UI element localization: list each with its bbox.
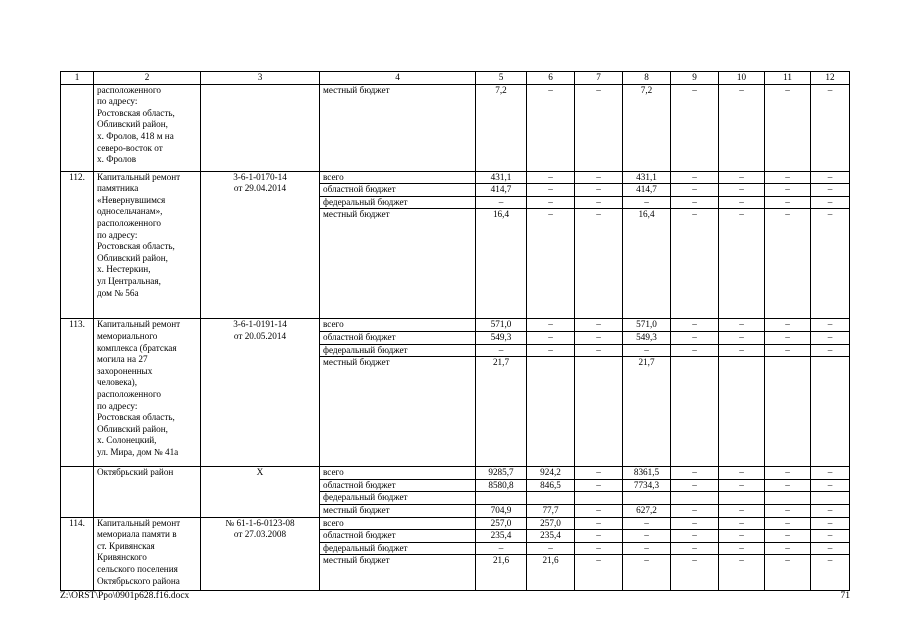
amount-cell: – (719, 331, 765, 344)
funding-source: областной бюджет (320, 184, 476, 197)
amount-cell: 571,0 (476, 319, 527, 332)
amount-cell: – (527, 209, 575, 319)
amount-cell: – (719, 517, 765, 530)
amount-cell: – (575, 530, 623, 543)
amount-cell: – (811, 331, 850, 344)
funding-source: местный бюджет (320, 504, 476, 517)
table-body (61, 72, 850, 591)
amount-cell: 16,4 (476, 209, 527, 319)
column-number-8: 8 (623, 72, 671, 85)
amount-cell (575, 357, 623, 467)
amount-cell: – (575, 196, 623, 209)
amount-cell: – (765, 319, 811, 332)
amount-cell: 21,7 (476, 357, 527, 467)
object-name: расположенного по адресу: Ростовская область, Обливский район, х. Фролов, 418 м на северо-восток от х. Фролов (94, 84, 201, 171)
amount-cell: – (671, 517, 719, 530)
object-name: Капитальный ремонт памятника «Невернувшимся односельчанам», расположенного по адресу: Ростовская область, Обливский район, х. Нестеркин, ул Центральная, дом № 56а (94, 171, 201, 319)
amount-cell: – (527, 319, 575, 332)
amount-cell: 257,0 (527, 517, 575, 530)
amount-cell: – (671, 467, 719, 480)
amount-cell: – (719, 467, 765, 480)
budget-table (60, 71, 850, 591)
file-path: Z:\ORST\Ppo\0901p628.f16.docx (60, 591, 190, 601)
amount-cell: – (765, 479, 811, 492)
amount-cell: – (811, 504, 850, 517)
column-number-6: 6 (527, 72, 575, 85)
funding-source: федеральный бюджет (320, 196, 476, 209)
amount-cell: 846,5 (527, 479, 575, 492)
entry-number: 113. (61, 319, 94, 467)
column-number-1: 1 (61, 72, 94, 85)
object-name: Октябрьский район (94, 467, 201, 517)
amount-cell: 257,0 (476, 517, 527, 530)
amount-cell: – (671, 504, 719, 517)
amount-cell: – (527, 542, 575, 555)
entry-number (61, 467, 94, 517)
amount-cell: – (719, 184, 765, 197)
amount-cell: – (719, 344, 765, 357)
amount-cell: – (527, 331, 575, 344)
amount-cell (527, 357, 575, 467)
amount-cell: – (671, 196, 719, 209)
document-reference (201, 84, 320, 171)
entry-number: 112. (61, 171, 94, 319)
amount-cell: – (811, 184, 850, 197)
amount-cell: – (765, 184, 811, 197)
object-name: Капитальный ремонт мемориального комплекса (братская могила на 27 захороненных человека), расположенного по адресу: Ростовская область, Обливский район, х. Солонецкий, ул. Мира, дом № 41а (94, 319, 201, 467)
amount-cell: – (527, 184, 575, 197)
document-reference: № 61-1-6-0123-08 от 27.03.2008 (201, 517, 320, 591)
amount-cell: – (719, 555, 765, 591)
amount-cell: – (575, 542, 623, 555)
amount-cell: – (765, 84, 811, 171)
document-reference: 3-6-1-0170-14 от 29.04.2014 (201, 171, 320, 319)
amount-cell: 414,7 (476, 184, 527, 197)
funding-source: областной бюджет (320, 331, 476, 344)
amount-cell: – (811, 84, 850, 171)
amount-cell: 7,2 (623, 84, 671, 171)
amount-cell: 627,2 (623, 504, 671, 517)
amount-cell: – (623, 530, 671, 543)
amount-cell: – (476, 196, 527, 209)
funding-source: местный бюджет (320, 209, 476, 319)
amount-cell: 9285,7 (476, 467, 527, 480)
amount-cell: 7,2 (476, 84, 527, 171)
document-reference: X (201, 467, 320, 517)
funding-source: федеральный бюджет (320, 344, 476, 357)
amount-cell (671, 357, 719, 467)
amount-cell: 77,7 (527, 504, 575, 517)
amount-cell: 16,4 (623, 209, 671, 319)
amount-cell: – (671, 184, 719, 197)
amount-cell: – (476, 542, 527, 555)
amount-cell: – (623, 517, 671, 530)
amount-cell: – (765, 171, 811, 184)
amount-cell: 924,2 (527, 467, 575, 480)
funding-source: местный бюджет (320, 84, 476, 171)
amount-cell: – (811, 467, 850, 480)
document-reference: 3-6-1-0191-14 от 20.05.2014 (201, 319, 320, 467)
amount-cell: – (811, 555, 850, 591)
amount-cell: – (671, 530, 719, 543)
amount-cell: – (811, 171, 850, 184)
amount-cell: – (575, 504, 623, 517)
amount-cell: 431,1 (623, 171, 671, 184)
amount-cell (476, 492, 527, 505)
amount-cell: – (671, 479, 719, 492)
amount-cell: 549,3 (476, 331, 527, 344)
table-row (61, 319, 850, 332)
amount-cell: – (671, 542, 719, 555)
amount-cell (811, 492, 850, 505)
amount-cell (765, 492, 811, 505)
amount-cell: – (811, 319, 850, 332)
amount-cell (671, 492, 719, 505)
amount-cell (527, 492, 575, 505)
amount-cell (575, 492, 623, 505)
amount-cell: – (575, 517, 623, 530)
entry-number: 114. (61, 517, 94, 591)
document-page (60, 71, 849, 591)
amount-cell: 431,1 (476, 171, 527, 184)
amount-cell: – (527, 171, 575, 184)
column-number-5: 5 (476, 72, 527, 85)
amount-cell: – (765, 467, 811, 480)
object-name: Капитальный ремонт мемориала памяти в ст. Кривянская Кривянского сельского поселения Октябрьского района (94, 517, 201, 591)
amount-cell: – (527, 196, 575, 209)
amount-cell (719, 357, 765, 467)
amount-cell (765, 357, 811, 467)
amount-cell: – (765, 331, 811, 344)
amount-cell: – (671, 171, 719, 184)
column-number-9: 9 (671, 72, 719, 85)
amount-cell: – (623, 542, 671, 555)
amount-cell: – (765, 542, 811, 555)
amount-cell: – (765, 344, 811, 357)
table-row (61, 517, 850, 530)
amount-cell: – (671, 319, 719, 332)
amount-cell: – (575, 555, 623, 591)
amount-cell: – (765, 517, 811, 530)
amount-cell: – (719, 504, 765, 517)
amount-cell: 704,9 (476, 504, 527, 517)
funding-source: областной бюджет (320, 530, 476, 543)
amount-cell: 21,6 (527, 555, 575, 591)
column-number-3: 3 (201, 72, 320, 85)
amount-cell: – (623, 555, 671, 591)
funding-source: федеральный бюджет (320, 542, 476, 555)
column-number-2: 2 (94, 72, 201, 85)
amount-cell: – (719, 319, 765, 332)
column-number-12: 12 (811, 72, 850, 85)
amount-cell: 549,3 (623, 331, 671, 344)
amount-cell: – (719, 84, 765, 171)
funding-source: всего (320, 319, 476, 332)
amount-cell: – (765, 504, 811, 517)
amount-cell: – (575, 319, 623, 332)
amount-cell: – (671, 555, 719, 591)
amount-cell: 8361,5 (623, 467, 671, 480)
amount-cell: – (719, 171, 765, 184)
amount-cell: – (811, 517, 850, 530)
amount-cell: 235,4 (476, 530, 527, 543)
amount-cell: – (811, 530, 850, 543)
amount-cell: – (575, 184, 623, 197)
table-row (61, 84, 850, 171)
amount-cell: – (623, 196, 671, 209)
amount-cell: – (719, 196, 765, 209)
amount-cell: 21,7 (623, 357, 671, 467)
amount-cell: – (575, 467, 623, 480)
amount-cell: – (575, 171, 623, 184)
amount-cell: – (811, 344, 850, 357)
table-row (61, 171, 850, 184)
amount-cell: – (765, 530, 811, 543)
amount-cell: – (527, 84, 575, 171)
funding-source: всего (320, 517, 476, 530)
amount-cell: – (719, 209, 765, 319)
funding-source: всего (320, 171, 476, 184)
amount-cell: – (719, 530, 765, 543)
funding-source: федеральный бюджет (320, 492, 476, 505)
amount-cell: – (575, 479, 623, 492)
amount-cell: 8580,8 (476, 479, 527, 492)
funding-source: областной бюджет (320, 479, 476, 492)
page-number: 71 (840, 591, 850, 601)
amount-cell (623, 492, 671, 505)
amount-cell: – (527, 344, 575, 357)
column-number-11: 11 (765, 72, 811, 85)
funding-source: местный бюджет (320, 555, 476, 591)
table-row (61, 467, 850, 480)
amount-cell: – (575, 344, 623, 357)
amount-cell: – (765, 196, 811, 209)
amount-cell: 571,0 (623, 319, 671, 332)
funding-source: всего (320, 467, 476, 480)
column-number-4: 4 (320, 72, 476, 85)
amount-cell: – (765, 209, 811, 319)
amount-cell: – (671, 209, 719, 319)
amount-cell: 7734,3 (623, 479, 671, 492)
amount-cell: – (671, 344, 719, 357)
amount-cell (719, 492, 765, 505)
amount-cell: 235,4 (527, 530, 575, 543)
amount-cell: – (719, 479, 765, 492)
amount-cell: 414,7 (623, 184, 671, 197)
amount-cell: – (575, 331, 623, 344)
amount-cell: – (811, 542, 850, 555)
amount-cell: – (575, 209, 623, 319)
amount-cell: – (623, 344, 671, 357)
header-row (61, 72, 850, 85)
amount-cell: – (671, 84, 719, 171)
funding-source: местный бюджет (320, 357, 476, 467)
amount-cell: 21,6 (476, 555, 527, 591)
entry-number (61, 84, 94, 171)
amount-cell: – (575, 84, 623, 171)
amount-cell: – (765, 555, 811, 591)
amount-cell (811, 357, 850, 467)
amount-cell: – (811, 196, 850, 209)
amount-cell: – (811, 479, 850, 492)
amount-cell: – (719, 542, 765, 555)
amount-cell: – (811, 209, 850, 319)
column-number-10: 10 (719, 72, 765, 85)
column-number-7: 7 (575, 72, 623, 85)
amount-cell: – (476, 344, 527, 357)
amount-cell: – (671, 331, 719, 344)
